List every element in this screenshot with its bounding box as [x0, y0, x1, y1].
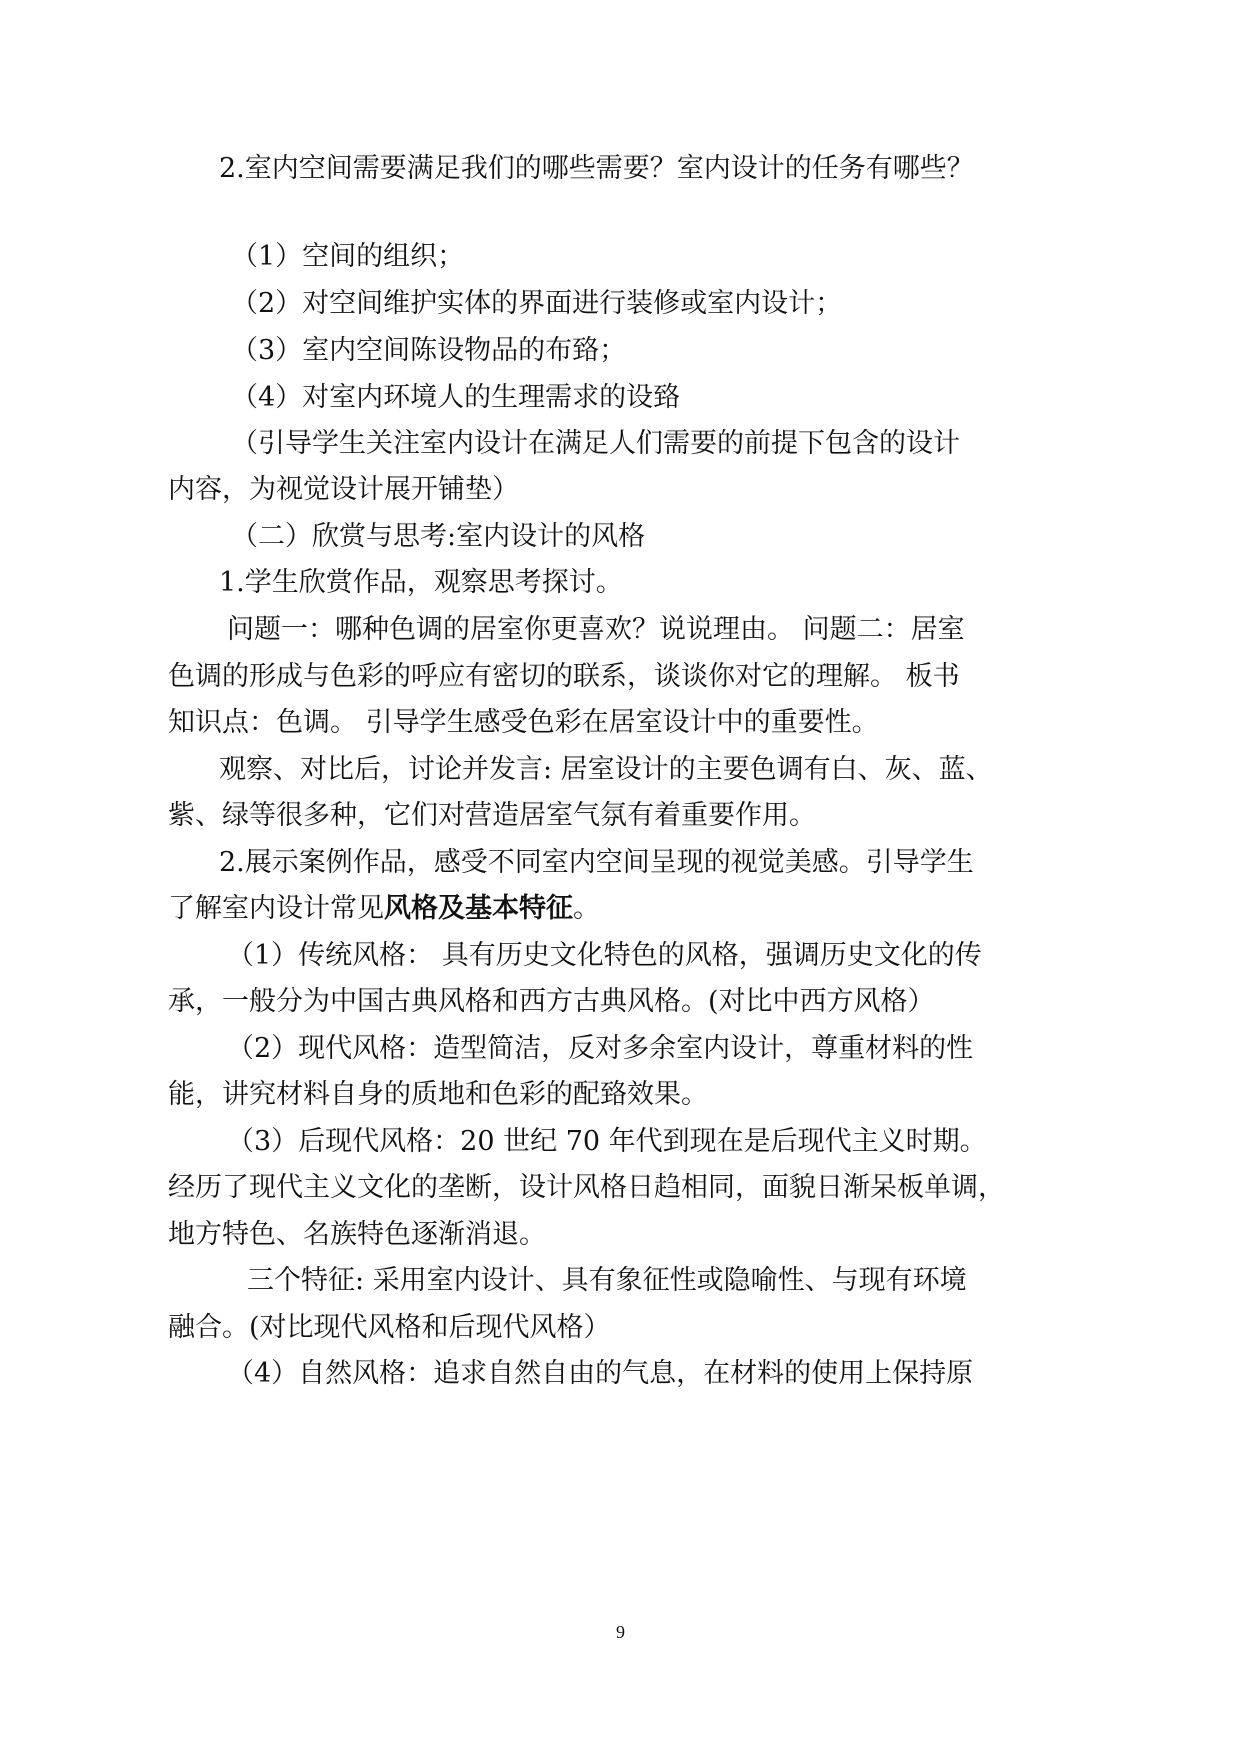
cases-line-2	[168, 891, 600, 927]
guide-note-line-2: 内容，为视觉设计展开铺垫）	[168, 474, 519, 505]
traditional-style-line-2: 承，一般分为中国古典风格和西方古典风格。(对比中西方风格）	[168, 986, 935, 1017]
styles-emphasis: 风格及基本特征	[384, 893, 573, 924]
questions-line-1: 问题一：哪种色调的居室你更喜欢？说说理由。 问题二：居室	[227, 614, 965, 645]
page-number: 9	[616, 1622, 625, 1642]
observe-line-1: 观察、对比后，讨论并发言: 居室设计的主要色调有白、灰、蓝、	[219, 754, 993, 785]
observe-line-2: 紫、绿等很多种，它们对营造居室气氛有着重要作用。	[168, 800, 816, 831]
modern-style-line-1: （2）现代风格：造型简洁，反对多余室内设计，尊重材料的性	[227, 1033, 974, 1064]
cases-line-1: 2.展示案例作品，感受不同室内空间呈现的视觉美感。引导学生	[219, 847, 974, 878]
cases-line-2-prefix: 了解室内设计常见	[168, 893, 384, 924]
questions-line-2: 色调的形成与色彩的呼应有密切的联系，谈谈你对它的理解。 板书	[168, 661, 960, 692]
features-line-1: 三个特征: 采用室内设计、具有象征性或隐喻性、与现有环境	[247, 1265, 967, 1296]
section-two-heading: （二）欣赏与思考:室内设计的风格	[231, 521, 646, 552]
question-2-heading: 2.室内空间需要满足我们的哪些需要？室内设计的任务有哪些？	[219, 153, 974, 184]
postmodern-style-line-2: 经历了现代主义文化的垄断，设计风格日趋相同，面貌日渐呆板单调，	[168, 1172, 1005, 1203]
task-item-3: （3）室内空间陈设物品的布臵；	[231, 335, 627, 366]
natural-style-line-1: （4）自然风格：追求自然自由的气息，在材料的使用上保持原	[227, 1358, 974, 1389]
task-item-2: （2）对空间维护实体的界面进行装修或室内设计；	[231, 288, 843, 319]
postmodern-style-line-3: 地方特色、名族特色逐渐消退。	[168, 1219, 546, 1250]
features-line-2: 融合。(对比现代风格和后现代风格）	[168, 1312, 611, 1343]
modern-style-line-2: 能，讲究材料自身的质地和色彩的配臵效果。	[168, 1079, 708, 1110]
task-item-1: （1）空间的组织；	[231, 241, 465, 272]
questions-line-3: 知识点：色调。 引导学生感受色彩在居室设计中的重要性。	[168, 707, 879, 738]
task-item-4: （4）对室内环境人的生理需求的设臵	[231, 382, 681, 413]
traditional-style-line-1: （1）传统风格： 具有历史文化特色的风格，强调历史文化的传	[227, 940, 982, 971]
guide-note-line-1: （引导学生关注室内设计在满足人们需要的前提下包含的设计	[231, 428, 960, 459]
appreciate-instruction: 1.学生欣赏作品，观察思考探讨。	[219, 567, 623, 598]
postmodern-style-line-1: （3）后现代风格：20 世纪 70 年代到现在是后现代主义时期。	[227, 1126, 987, 1157]
cases-line-2-suffix: 。	[573, 893, 600, 924]
